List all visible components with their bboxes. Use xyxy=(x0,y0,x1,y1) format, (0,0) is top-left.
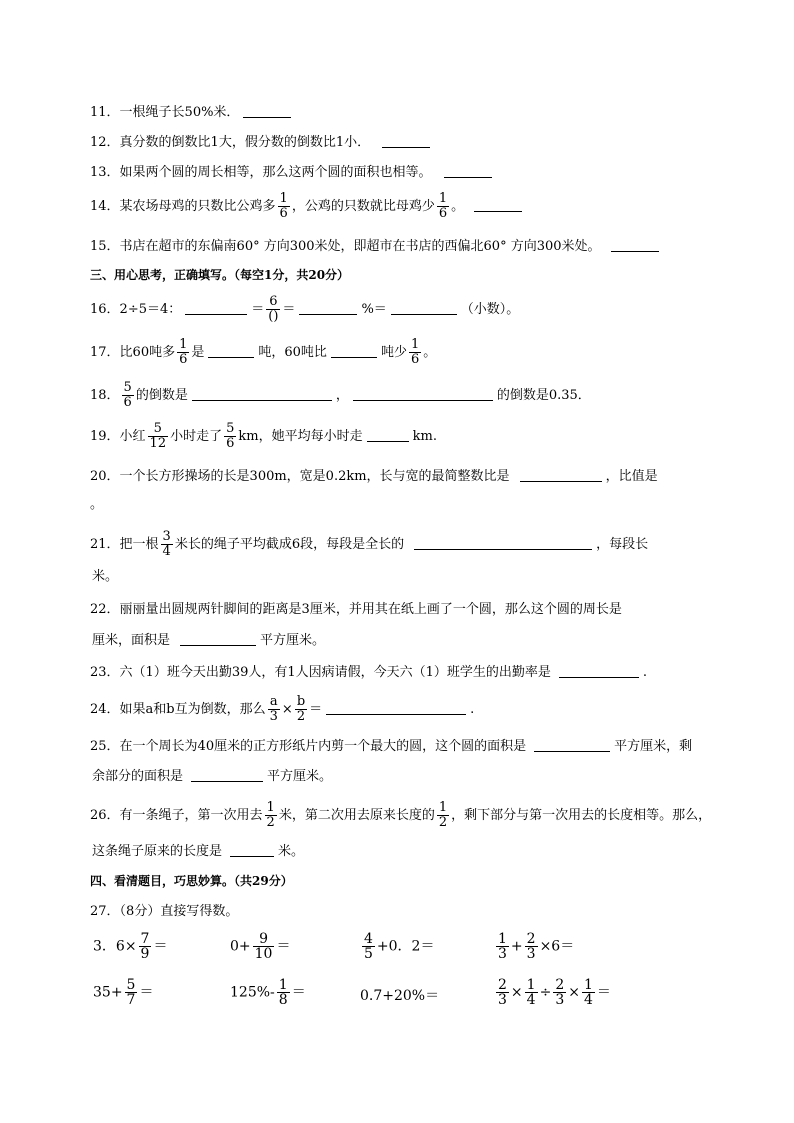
numerator: 5 xyxy=(148,422,169,437)
q12-text: 12．真分数的倒数比1大，假分数的倒数比1小． xyxy=(90,135,371,150)
fraction xyxy=(268,695,280,724)
calc-item-8 xyxy=(494,978,611,1007)
denominator: 2 xyxy=(296,709,306,724)
numerator: 2 xyxy=(555,977,565,993)
q25-text-c: 余部分的面积是 xyxy=(92,769,184,784)
q18-blank-2[interactable] xyxy=(353,387,493,401)
equals: ＝ xyxy=(309,702,323,717)
q18-text-b: 的倒数是 xyxy=(135,388,188,403)
denominator: 2 xyxy=(438,815,448,830)
q16-blank-1[interactable] xyxy=(185,301,247,315)
denominator: 12 xyxy=(149,436,167,451)
fraction xyxy=(553,978,566,1007)
calc-text: 125%- xyxy=(230,984,275,1001)
fraction xyxy=(177,338,189,367)
q16-blank-3[interactable] xyxy=(391,301,457,315)
q19-text-c: km，她平均每小时走 xyxy=(238,429,363,444)
calc-text: ＝ xyxy=(276,938,291,955)
numerator: 5 xyxy=(123,380,132,395)
numerator: 1 xyxy=(438,800,448,815)
section-3-heading: 三、用心思考，正确填写。（每空1分，共20分） xyxy=(90,268,350,282)
calc-text: ＝ xyxy=(153,938,168,955)
fraction xyxy=(409,338,421,367)
calc-text: 0.7+20%＝ xyxy=(360,988,440,1004)
q22-text-b: 厘米，面积是 xyxy=(92,633,171,648)
question-12 xyxy=(90,134,434,152)
times: × xyxy=(510,984,523,1001)
q20-text-a: 20．一个长方形操场的长是300m，宽是0.2km，长与宽的最简整数比是 xyxy=(90,469,510,484)
q20-text-c: 。 xyxy=(90,497,104,512)
numerator: 5 xyxy=(226,421,235,436)
fraction xyxy=(295,695,307,724)
calc-item-1 xyxy=(93,932,167,961)
denominator: 2 xyxy=(266,815,275,830)
q21-text-c: ，每段长 xyxy=(596,537,649,552)
question-14 xyxy=(90,192,526,221)
denominator: 3 xyxy=(555,992,565,1008)
question-24 xyxy=(90,695,474,724)
q18-text-a: 18． xyxy=(90,388,120,403)
denominator: 6 xyxy=(410,352,420,367)
numerator: 1 xyxy=(583,977,593,993)
numerator: 7 xyxy=(140,931,150,947)
q26-text-b: 米，第二次用去原来长度的 xyxy=(278,808,435,823)
question-27: 27．（8分）直接写得数。 xyxy=(90,904,239,919)
times: × xyxy=(568,984,580,1001)
numerator: 1 xyxy=(526,977,536,993)
q24-blank[interactable] xyxy=(326,701,466,715)
q16-blank-2[interactable] xyxy=(299,301,357,315)
numerator: 2 xyxy=(498,977,507,993)
fraction xyxy=(496,978,509,1007)
q23-text-b: . xyxy=(642,665,648,680)
fraction xyxy=(437,801,449,830)
q19-text-b: 小时走了 xyxy=(170,429,223,444)
numerator: 1 xyxy=(498,931,507,947)
fraction xyxy=(122,381,134,410)
q26-text-e: 这条绳子原来的长度是 xyxy=(92,844,223,859)
denominator: 4 xyxy=(526,992,536,1008)
q24-text-b: . xyxy=(470,702,475,717)
denominator: 3 xyxy=(269,709,278,724)
q23-blank[interactable] xyxy=(559,664,639,678)
denominator: 5 xyxy=(364,946,373,962)
fraction xyxy=(125,978,138,1007)
q26-text-c: ，剩下部分与第一次用去的长度相等。那么， xyxy=(451,808,712,823)
fraction xyxy=(582,978,595,1007)
q16-text-tail: （小数）。 xyxy=(460,302,520,317)
fraction xyxy=(148,422,169,451)
q17-text-d: 吨少 xyxy=(380,345,407,360)
calc-item-4 xyxy=(494,932,574,961)
denominator: 4 xyxy=(583,992,593,1008)
calc-text: 3．6× xyxy=(93,938,137,955)
calc-item-6 xyxy=(230,978,306,1007)
fraction xyxy=(161,530,173,559)
fraction xyxy=(266,295,280,324)
numerator: 4 xyxy=(364,931,373,947)
q25-text-e: 平方厘米。 xyxy=(267,769,333,784)
q21-text-b: 米长的绳子平均截成6段，每段是全长的 xyxy=(174,537,405,552)
q25-text-a: 25．在一个周长为40厘米的正方形纸片内剪一个最大的圆，这个圆的面积是 xyxy=(90,739,527,754)
q14-text-c: 。 xyxy=(451,199,465,214)
denominator: 6 xyxy=(226,436,235,451)
question-19 xyxy=(90,422,437,451)
fraction xyxy=(525,978,538,1007)
question-21 xyxy=(90,530,648,559)
question-20 xyxy=(90,468,658,486)
question-22 xyxy=(90,601,622,619)
q25-text-b: 平方厘米，剩 xyxy=(614,739,693,754)
fraction xyxy=(265,801,277,830)
denominator-blank[interactable]: () xyxy=(268,309,279,324)
denominator: 3 xyxy=(498,946,507,962)
q26-blank[interactable] xyxy=(230,843,274,857)
q23-text-a: 23．六（1）班今天出勤39人，有1人因病请假，今天六（1）班学生的出勤率是 xyxy=(90,665,551,680)
times: × xyxy=(281,702,293,717)
question-26 xyxy=(90,801,711,830)
q13-text: 13．如果两个圆的周长相等，那么这两个圆的面积也相等。 xyxy=(90,165,432,180)
q14-text-b: ，公鸡的只数就比母鸡少 xyxy=(291,199,435,214)
q22-text-a: 22．丽丽量出圆规两针脚间的距离是3厘米，并用其在纸上画了一个圆，那么这个圆的周长是 xyxy=(90,602,622,617)
numerator: 1 xyxy=(179,337,188,352)
calc-text: +0．2＝ xyxy=(376,938,435,955)
fraction xyxy=(277,978,290,1007)
q12-blank[interactable] xyxy=(382,134,430,148)
numerator: 9 xyxy=(253,932,275,947)
q24-text-a: 24．如果a和b互为倒数，那么 xyxy=(90,702,266,717)
numerator: 6 xyxy=(266,295,280,310)
q17-text-a: 17．比60吨多 xyxy=(90,345,176,360)
q25-blank-2[interactable] xyxy=(191,768,263,782)
q20-blank-1[interactable] xyxy=(520,468,602,482)
numerator: 1 xyxy=(279,191,288,206)
denominator: 8 xyxy=(278,992,288,1008)
calc-item-3 xyxy=(360,932,434,961)
q21-text-a: 21．把一根 xyxy=(90,537,159,552)
q19-text-e: km. xyxy=(412,429,437,444)
question-16 xyxy=(90,295,519,324)
numerator: 2 xyxy=(526,931,536,947)
q18-text-e: 的倒数是0.35． xyxy=(496,388,591,403)
calc-item-2 xyxy=(230,932,290,961)
q15-text: 15．书店在超市的东偏南60° 方向300米处，即超市在书店的西偏北60° 方向300米处。 xyxy=(90,239,601,254)
q21-blank-1[interactable] xyxy=(414,536,592,550)
q13-blank[interactable] xyxy=(444,164,492,178)
numerator: 3 xyxy=(162,529,171,544)
denominator: 10 xyxy=(254,946,273,962)
fraction xyxy=(253,932,275,961)
numerator: b xyxy=(296,694,306,709)
question-22-cont xyxy=(92,632,325,650)
numerator: 1 xyxy=(266,800,275,815)
fraction xyxy=(278,192,290,221)
question-11 xyxy=(90,104,295,122)
question-23 xyxy=(90,664,647,682)
calc-text: ＝ xyxy=(291,984,306,1001)
numerator: 1 xyxy=(410,337,420,352)
divide: ÷ xyxy=(539,984,552,1001)
question-17 xyxy=(90,338,436,367)
numerator: 1 xyxy=(278,977,288,993)
q17-text-e: 。 xyxy=(423,345,437,360)
calc-text: ×6＝ xyxy=(539,938,575,955)
question-13 xyxy=(90,164,496,182)
fraction xyxy=(224,422,236,451)
plus: + xyxy=(510,938,523,955)
q19-text-a: 19．小红 xyxy=(90,429,146,444)
numerator: a xyxy=(268,695,280,710)
fraction xyxy=(496,932,509,961)
calc-text: ＝ xyxy=(596,984,611,1001)
calc-item-5 xyxy=(93,978,153,1007)
fraction xyxy=(437,192,449,221)
question-21-cont xyxy=(92,568,118,586)
q17-blank-2[interactable] xyxy=(331,344,377,358)
denominator: 7 xyxy=(126,992,136,1008)
question-18 xyxy=(90,381,591,410)
fraction xyxy=(139,932,152,961)
denominator: 6 xyxy=(179,352,188,367)
equals: ＝ xyxy=(282,302,296,317)
question-25-cont xyxy=(92,768,332,786)
q18-text-c: ， xyxy=(335,388,349,403)
denominator: 3 xyxy=(526,946,536,962)
q16-text-a: 16．2÷5＝4： xyxy=(90,302,182,317)
q19-blank[interactable] xyxy=(367,428,409,442)
q14-blank[interactable] xyxy=(474,198,522,212)
q15-blank[interactable] xyxy=(611,238,659,252)
q11-blank[interactable] xyxy=(243,104,291,118)
q26-text-a: 26．有一条绳子，第一次用去 xyxy=(90,808,263,823)
q20-text-b: ，比值是 xyxy=(605,469,658,484)
denominator: 6 xyxy=(123,395,132,410)
q22-blank-2[interactable] xyxy=(180,632,256,646)
question-15 xyxy=(90,238,663,256)
calc-text: ＝ xyxy=(139,984,154,1001)
section-4-heading: 四、看清题目，巧思妙算。（共29分） xyxy=(90,874,293,888)
denominator: 6 xyxy=(438,206,448,221)
q17-text-b: 是 xyxy=(191,345,205,360)
numerator: 5 xyxy=(126,977,136,993)
q17-blank-1[interactable] xyxy=(208,344,254,358)
q11-text: 11．一根绳子长50%米． xyxy=(90,105,240,120)
denominator: 9 xyxy=(140,946,150,962)
equals: ＝ xyxy=(251,302,265,317)
numerator: 1 xyxy=(438,191,448,206)
calc-item-7 xyxy=(360,985,439,1005)
denominator: 3 xyxy=(498,992,507,1008)
question-26-cont xyxy=(92,843,304,861)
fraction xyxy=(525,932,538,961)
q14-text-a: 14．某农场母鸡的只数比公鸡多 xyxy=(90,199,276,214)
q17-text-c: 吨，60吨比 xyxy=(258,345,327,360)
question-25 xyxy=(90,738,692,756)
q22-text-c: 平方厘米。 xyxy=(260,633,326,648)
denominator: 4 xyxy=(162,544,171,559)
question-20-cont xyxy=(90,496,103,514)
q26-text-f: 米。 xyxy=(278,844,305,859)
calc-text: 0+ xyxy=(230,938,251,955)
q21-text-e: 米。 xyxy=(92,569,119,584)
fraction xyxy=(362,932,375,961)
q16-percent: %＝ xyxy=(361,302,387,317)
denominator: 6 xyxy=(279,206,288,221)
q25-blank-1[interactable] xyxy=(534,738,610,752)
calc-text: 35+ xyxy=(93,984,123,1001)
q18-blank-1[interactable] xyxy=(192,387,332,401)
